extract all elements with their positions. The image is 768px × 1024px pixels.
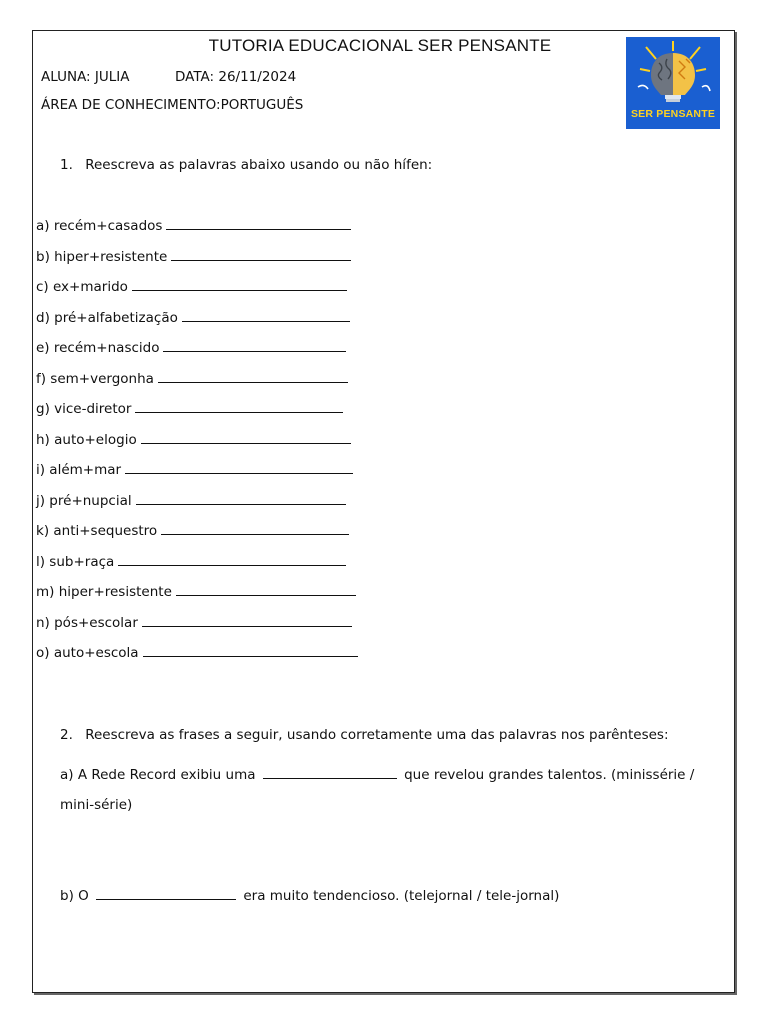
- word-item-label: j) pré+nupcial: [36, 492, 132, 509]
- sentence-b-blank[interactable]: [96, 887, 236, 900]
- word-item-label: g) vice-diretor: [36, 401, 132, 417]
- answer-line[interactable]: [158, 370, 348, 383]
- sentence-a-start: a) A Rede Record exibiu uma: [60, 767, 256, 783]
- word-item-label: b) hiper+resistente: [36, 248, 168, 265]
- student-name: ALUNA: JULIA: [41, 69, 130, 85]
- word-item: [36, 492, 346, 510]
- answer-line[interactable]: [171, 248, 351, 261]
- word-item-label: n) pós+escolar: [36, 614, 138, 631]
- word-item: [36, 522, 349, 540]
- question-2-prompt: Reescreva as frases a seguir, usando corretamente uma das palavras nos parênteses:: [85, 727, 669, 743]
- answer-line[interactable]: [176, 583, 356, 596]
- answer-line[interactable]: [166, 217, 351, 230]
- sentence-a-blank[interactable]: [263, 766, 397, 779]
- sentence-b: [60, 881, 720, 911]
- word-item-label: f) sem+vergonha: [36, 370, 154, 387]
- word-item-label: h) auto+elogio: [36, 431, 137, 448]
- sentence-b-end: era muito tendencioso. (telejornal / tele-jornal): [243, 888, 560, 904]
- word-item-label: o) auto+escola: [36, 645, 139, 661]
- word-item-label: k) anti+sequestro: [36, 523, 158, 539]
- page-title: TUTORIA EDUCACIONAL SER PENSANTE: [208, 36, 552, 55]
- word-item: [36, 370, 348, 388]
- sentence-a-end: que revelou grandes talentos. (minissérie / mini-série): [60, 767, 695, 813]
- word-item-label: d) pré+alfabetização: [36, 309, 178, 326]
- ser-pensante-logo: [626, 37, 720, 129]
- word-item-label: a) recém+casados: [36, 218, 163, 234]
- word-item: [36, 339, 346, 357]
- word-item-label: m) hiper+resistente: [36, 584, 172, 600]
- answer-line[interactable]: [182, 309, 350, 322]
- answer-line[interactable]: [125, 461, 353, 474]
- answer-line[interactable]: [141, 431, 351, 444]
- question-1-title: [60, 157, 432, 173]
- answer-line[interactable]: [136, 492, 346, 505]
- word-item: [36, 309, 350, 327]
- word-item: [36, 400, 343, 418]
- word-item: [36, 217, 351, 235]
- page-border: [32, 30, 735, 993]
- date-label: DATA: 26/11/2024: [175, 69, 297, 85]
- question-2-number: 2.: [60, 727, 73, 743]
- question-1-number: 1.: [60, 157, 73, 173]
- word-item-label: i) além+mar: [36, 462, 122, 478]
- subject-area: ÁREA DE CONHECIMENTO:PORTUGUÊS: [41, 97, 304, 113]
- word-item-label: e) recém+nascido: [36, 340, 160, 356]
- logo-text: SER PENSANTE: [630, 108, 716, 120]
- answer-line[interactable]: [163, 339, 346, 352]
- word-item: [36, 583, 356, 601]
- word-item: [36, 278, 347, 296]
- answer-line[interactable]: [135, 400, 343, 413]
- answer-line[interactable]: [118, 553, 346, 566]
- word-item: [36, 614, 352, 632]
- answer-line[interactable]: [143, 644, 358, 657]
- word-item: [36, 461, 353, 479]
- word-item: [36, 644, 358, 662]
- word-item: [36, 248, 351, 266]
- word-item-label: l) sub+raça: [36, 553, 115, 570]
- word-item: [36, 431, 351, 449]
- question-1-prompt: Reescreva as palavras abaixo usando ou não hífen:: [85, 157, 433, 173]
- sentence-a: [60, 760, 720, 820]
- word-item-label: c) ex+marido: [36, 279, 128, 295]
- word-item: [36, 553, 346, 571]
- answer-line[interactable]: [132, 278, 347, 291]
- question-2-title: [60, 727, 669, 743]
- answer-line[interactable]: [161, 522, 349, 535]
- sentence-b-start: b) O: [60, 888, 89, 904]
- answer-line[interactable]: [142, 614, 352, 627]
